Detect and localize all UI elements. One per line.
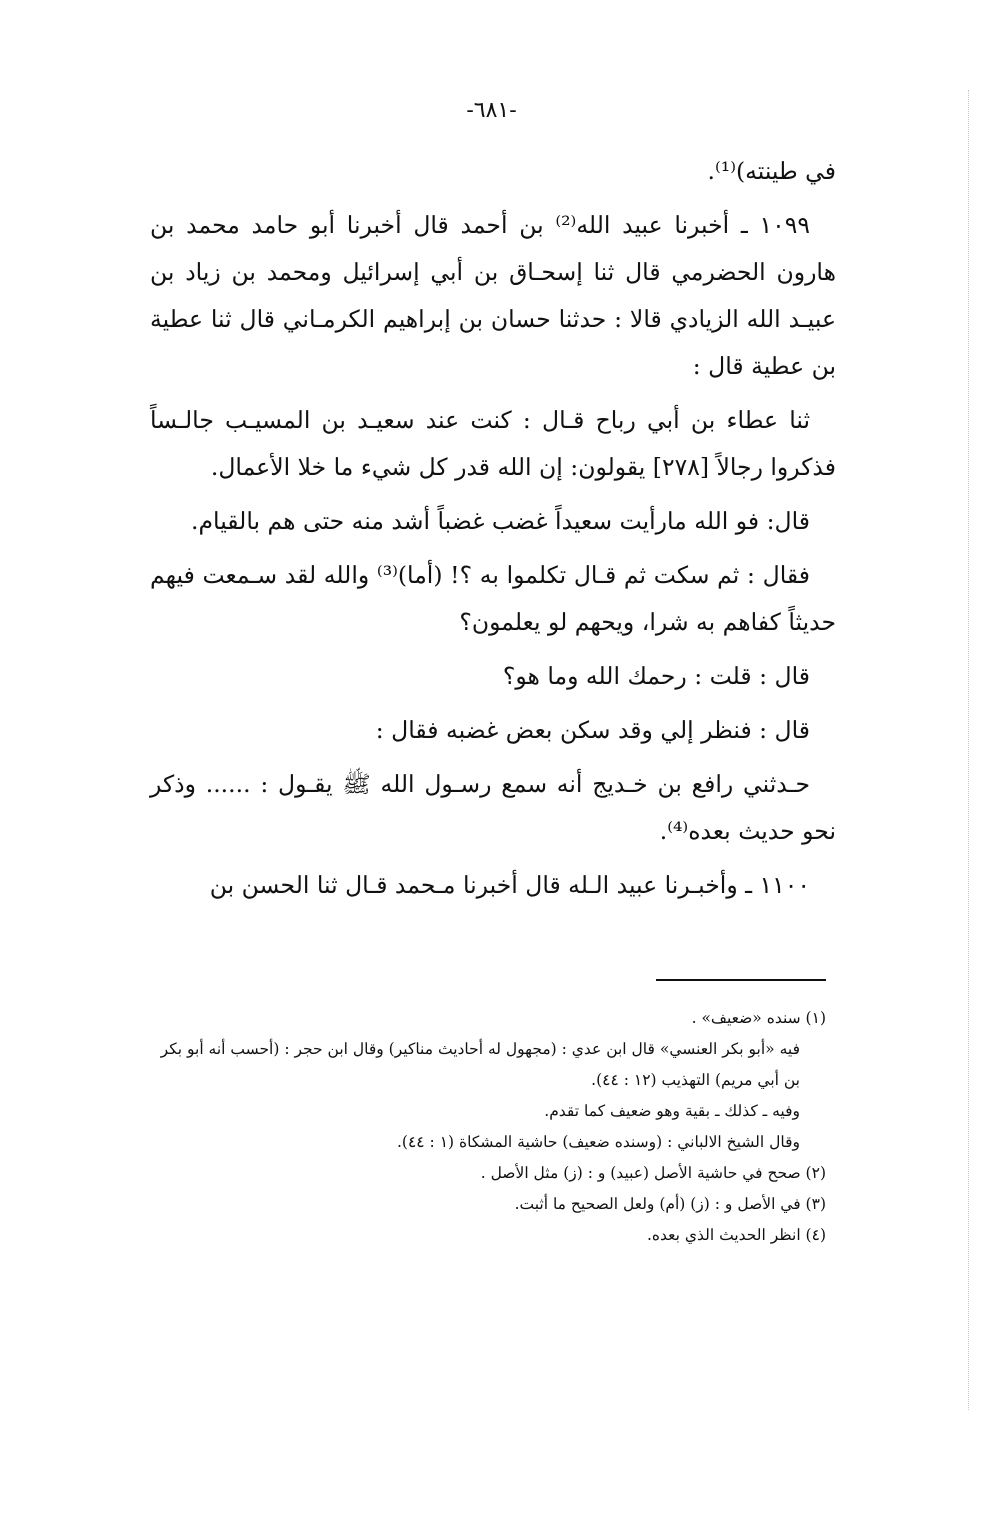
narration-reply: قال : فنظر إلي وقد سكن بعض غضبه فقال : (375, 716, 810, 744)
main-text (150, 148, 836, 916)
narration-silence: فقال : ثم سكت ثم قـال تكلموا به ؟! (أما)⁽³⁾ والله لقد سـمعت فيهم حديثاً كفاهم به شرا، ويحهم لو يعلمون؟ (150, 561, 836, 636)
footnote-4: (٤) انظر الحديث الذي بعده. (646, 1226, 826, 1244)
footnote-2: (٢) صحح في حاشية الأصل (عبيد) و : (ز) مثل الأصل . (480, 1164, 826, 1182)
narration-ata: ثنا عطاء بن أبي رباح قـال : كنت عند سعيـد بن المسيـب جالـساً فذكروا رجالاً [٢٧٨] يقولون: إن الله قدر كل شيء ما خلا الأعمال. (150, 406, 836, 481)
footnote-separator (656, 979, 826, 981)
hadith-1100: ١١٠٠ ـ وأخبـرنا عبيد الـله قال أخبرنا مـحمد قـال ثنا الحسن بن (209, 871, 810, 899)
footnote-1: (١) سنده «ضعيف» . (691, 1009, 826, 1027)
hadith-1099: ١٠٩٩ ـ أخبرنا عبيد الله⁽²⁾ بن أحمد قال أخبرنا أبو حامد محمد بن هارون الحضرمي قال ثنا إسحـاق بن أبي إسرائيل ومحمد بن زياد بن عبيـد الله الزيادي قالا : حدثنا حسان بن إبراهيم الكرمـاني قال ثنا عطية بن عطية قال : (150, 211, 836, 380)
narration-anger: قال: فو الله مارأيت سعيداً غضب غضباً أشد منه حتى هم بالقيام. (191, 507, 810, 535)
footnote-1-detail-1: فيه «أبو بكر العنسي» قال ابن عدي : (مجهول له أحاديث مناكير) وقال ابن حجر : (أحسب أنه أبو بكر بن أبي مريم) التهذيب (١٢ : ٤٤). (160, 1040, 800, 1089)
footnotes (150, 1003, 826, 1251)
narration-question: قال : قلت : رحمك الله وما هو؟ (502, 662, 810, 690)
footnote-1-detail-2: وفيه ـ كذلك ـ بقية وهو ضعيف كما تقدم. (544, 1102, 800, 1120)
paragraph-continuation: في طينته)⁽¹⁾. (707, 157, 836, 185)
footnote-1-detail-3: وقال الشيخ الالباني : (وسنده ضعيف) حاشية المشكاة (١ : ٤٤). (396, 1133, 800, 1151)
page-edge-line (968, 90, 969, 1410)
narration-rafi: حـدثني رافع بن خـديج أنه سمع رسـول الله ﷺ يقـول : ...... وذكر نحو حديث بعده⁽⁴⁾. (150, 770, 836, 845)
footnote-3: (٣) في الأصل و : (ز) (أم) ولعل الصحيح ما أثبت. (514, 1195, 826, 1213)
page-number: -٦٨١- (466, 98, 517, 123)
